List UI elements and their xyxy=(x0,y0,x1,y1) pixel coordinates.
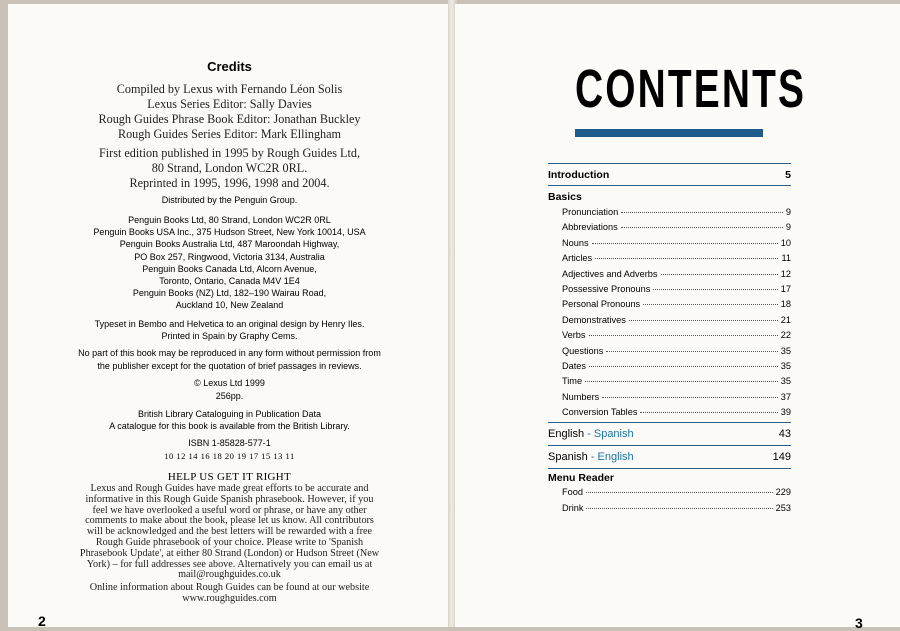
toc-label: Adjectives and Adverbs xyxy=(562,268,658,279)
help-line: feel we have overlooked a useful word or phrase, or have any other xyxy=(92,504,367,516)
leader-dots xyxy=(606,351,777,352)
toc-spanish-english[interactable] xyxy=(548,445,791,468)
edition-line: 80 Strand, London WC2R 0RL. xyxy=(151,161,308,175)
leader-dots xyxy=(661,274,778,275)
lang-from: Spanish xyxy=(548,451,588,464)
section-heading: Basics xyxy=(548,190,582,203)
toc-label: Questions xyxy=(562,345,604,356)
toc-entry[interactable] xyxy=(548,487,791,502)
help-line: informative in this Rough Guide Spanish phrasebook. However, if you xyxy=(85,493,374,505)
toc-page: 11 xyxy=(781,253,791,264)
help-line: York) – for full addresses see above. Alternatively you can email us at xyxy=(86,558,373,570)
leader-dots xyxy=(595,258,778,259)
leader-dots xyxy=(586,508,772,509)
toc-entry[interactable] xyxy=(548,253,791,268)
toc-entry[interactable] xyxy=(548,222,791,237)
leader-dots xyxy=(643,304,778,305)
toc-label: Conversion Tables xyxy=(562,407,638,418)
copyright-line: No part of this book may be reproduced in any form without permission from xyxy=(78,348,381,358)
toc-entry[interactable] xyxy=(548,269,791,284)
help-line: will be acknowledged and the best letters will be rewarded with a free xyxy=(86,526,373,538)
leader-dots xyxy=(629,320,778,321)
toc-entry[interactable] xyxy=(548,284,791,299)
credit-line: Lexus Series Editor: Sally Davies xyxy=(147,97,312,111)
page-number-left: 2 xyxy=(38,613,46,629)
toc-introduction[interactable] xyxy=(548,163,791,186)
toc-page: 9 xyxy=(785,222,791,233)
leader-dots xyxy=(589,335,778,336)
toc-entry[interactable] xyxy=(548,238,791,253)
toc-label: Dates xyxy=(562,360,587,371)
toc-label: Pronunciation xyxy=(562,207,619,217)
toc-page: 35 xyxy=(780,376,791,387)
toc-label: Food xyxy=(562,487,583,498)
leader-dots xyxy=(653,289,777,290)
typeset-line: Typeset in Bembo and Helvetica to an original design by Henry Iles. xyxy=(94,319,365,329)
toc-page: 35 xyxy=(780,360,791,371)
help-line: Rough Guide phrasebook of your choice. Please write to 'Spanish xyxy=(95,536,364,548)
toc-page: 17 xyxy=(780,283,791,294)
leader-dots xyxy=(640,412,777,413)
toc-page: 37 xyxy=(780,391,791,402)
library-data xyxy=(8,408,451,433)
toc-label: Nouns xyxy=(562,237,589,248)
toc-entry[interactable] xyxy=(548,392,791,407)
address-line: Toronto, Ontario, Canada M4V 1E4 xyxy=(159,276,300,287)
toc-entry[interactable] xyxy=(548,376,791,391)
toc-label: Verbs xyxy=(562,330,586,341)
penguin-addresses xyxy=(8,214,451,312)
website: www.roughguides.com xyxy=(182,593,277,604)
print-line: 10 12 14 16 18 20 19 17 15 13 11 xyxy=(164,451,295,461)
toc-entry[interactable] xyxy=(548,361,791,376)
toc-page: 18 xyxy=(780,299,791,310)
typeset-note xyxy=(8,318,451,342)
toc-label: Articles xyxy=(562,253,593,264)
toc-label xyxy=(548,451,634,463)
toc-label: Possessive Pronouns xyxy=(562,283,651,294)
toc-page: 22 xyxy=(780,330,791,341)
toc-entry[interactable] xyxy=(548,207,791,222)
toc-page: 43 xyxy=(778,428,791,441)
toc-label: Time xyxy=(562,376,583,387)
leader-dots xyxy=(621,227,783,228)
leader-dots xyxy=(589,366,778,367)
toc-page: 12 xyxy=(780,268,791,279)
copyright-note xyxy=(8,347,451,372)
typeset-line: Printed in Spain by Graphy Cems. xyxy=(161,331,298,341)
leader-dots xyxy=(602,397,777,398)
address-line: PO Box 257, Ringwood, Victoria 3134, Australia xyxy=(134,251,325,262)
help-title: HELP US GET IT RIGHT xyxy=(167,471,292,483)
library-line: British Library Cataloguing in Publication Data xyxy=(137,409,322,419)
toc-label: Introduction xyxy=(548,168,610,181)
toc-page: 9 xyxy=(785,207,791,217)
help-email: mail@roughguides.co.uk xyxy=(178,569,281,581)
page-count: 256pp. xyxy=(215,390,244,401)
toc-entry[interactable] xyxy=(548,299,791,314)
edition-info xyxy=(8,146,451,191)
toc-page: 35 xyxy=(780,345,791,356)
left-page xyxy=(8,4,451,627)
toc-page: 229 xyxy=(775,487,791,498)
copyright-holder: © Lexus Ltd 1999 xyxy=(194,378,265,388)
section-heading: Menu Reader xyxy=(548,472,614,485)
lang-from: English xyxy=(548,428,585,441)
lang-to: English xyxy=(597,451,634,464)
distribution-note: Distributed by the Penguin Group. xyxy=(161,195,298,205)
help-body xyxy=(8,484,451,581)
credits-title: Credits xyxy=(207,59,252,74)
page-number-right: 3 xyxy=(855,615,863,631)
leader-dots xyxy=(592,243,778,244)
contents-title: CONTENTS xyxy=(575,59,807,119)
table-of-contents xyxy=(548,163,791,518)
toc-label: Numbers xyxy=(562,391,600,402)
credit-line: Rough Guides Series Editor: Mark Ellingham xyxy=(117,127,342,141)
leader-dots xyxy=(621,212,783,213)
online-info xyxy=(8,582,451,604)
edition-line: Reprinted in 1995, 1996, 1998 and 2004. xyxy=(129,176,330,190)
address-line: Penguin Books (NZ) Ltd, 182–190 Wairau Road, xyxy=(132,288,327,299)
help-line: Lexus and Rough Guides have made great efforts to be accurate and xyxy=(90,483,369,494)
address-line: Penguin Books USA Inc., 375 Hudson Street, New York 10014, USA xyxy=(93,227,366,238)
copyright-line: the publisher except for the quotation of brief passages in reviews. xyxy=(97,360,362,371)
address-line: Penguin Books Ltd, 80 Strand, London WC2R 0RL xyxy=(128,215,331,225)
toc-label: Drink xyxy=(562,502,584,513)
toc-page: 10 xyxy=(780,237,791,248)
toc-entry[interactable] xyxy=(548,315,791,330)
lang-separator: - xyxy=(584,428,594,441)
toc-label: Demonstratives xyxy=(562,314,626,325)
toc-page: 39 xyxy=(780,407,791,418)
credit-line: Rough Guides Phrase Book Editor: Jonathan Buckley xyxy=(98,112,361,126)
address-line: Auckland 10, New Zealand xyxy=(175,300,284,311)
toc-menu-reader-heading xyxy=(548,468,791,487)
toc-label xyxy=(548,428,634,440)
toc-english-spanish[interactable] xyxy=(548,422,791,445)
toc-basics-heading xyxy=(548,186,791,207)
lang-separator: - xyxy=(587,451,598,464)
toc-page: 149 xyxy=(772,451,791,464)
copyright-notice xyxy=(8,377,451,402)
help-line: comments to make about the book, please let us know. All contributors xyxy=(85,515,374,527)
toc-entry[interactable] xyxy=(548,503,791,518)
library-line: A catalogue for this book is available from the British Library. xyxy=(109,421,350,432)
lang-to: Spanish xyxy=(593,428,634,441)
credit-line: Compiled by Lexus with Fernando Léon Solis xyxy=(116,82,343,96)
toc-label: Personal Pronouns xyxy=(562,299,641,310)
toc-entry[interactable] xyxy=(548,330,791,345)
toc-page: 5 xyxy=(785,168,791,181)
toc-entry[interactable] xyxy=(548,407,791,422)
leader-dots xyxy=(585,381,778,382)
address-line: Penguin Books Australia Ltd, 487 Maroondah Highway, xyxy=(119,239,340,250)
title-underline-bar xyxy=(575,129,763,137)
toc-label: Abbreviations xyxy=(562,222,618,233)
toc-entry[interactable] xyxy=(548,346,791,361)
help-line: Phrasebook Update', at either 80 Strand (London) or Hudson Street (New xyxy=(79,547,380,559)
right-page xyxy=(455,4,900,631)
isbn: ISBN 1-85828-577-1 xyxy=(188,438,271,448)
edition-line: First edition published in 1995 by Rough Guides Ltd, xyxy=(98,146,360,160)
toc-page: 21 xyxy=(780,314,791,325)
address-line: Penguin Books Canada Ltd, Alcorn Avenue, xyxy=(142,263,317,274)
compiled-credits xyxy=(8,82,451,142)
leader-dots xyxy=(586,492,773,493)
online-line: Online information about Rough Guides can be found at our website xyxy=(89,582,370,593)
toc-page: 253 xyxy=(775,502,791,513)
